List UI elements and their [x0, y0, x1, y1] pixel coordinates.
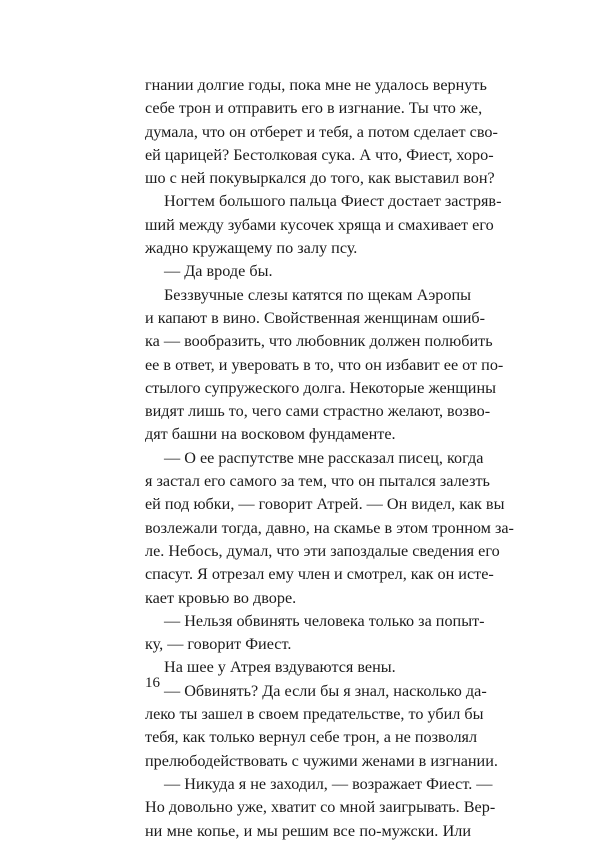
text-line: Беззвучные слезы катятся по щекам Аэропы: [164, 285, 471, 304]
text-line: ка — вообразить, что любовник должен полюбить: [145, 332, 493, 351]
text-line: шо с ней покувыркался до того, как выставил вон?: [145, 169, 495, 188]
text-line: — О ее распутстве мне рассказал писец, когда: [164, 448, 484, 467]
text-line: жадно кружащему по залу псу.: [145, 239, 358, 258]
text-line: тебя, как только вернул себе трон, а не позволял: [145, 728, 478, 747]
text-line: — Да вроде бы.: [164, 262, 273, 281]
text-line: видят лишь то, чего сами страстно желают, возво-: [145, 402, 491, 421]
page-number: 16: [145, 675, 160, 691]
text-line: стылого супружеского долга. Некоторые женщины: [145, 378, 496, 397]
text-line: — Обвинять? Да если бы я знал, насколько да-: [164, 681, 487, 700]
text-line: ее в ответ, и уверовать в то, что он избавит ее от по-: [145, 355, 504, 374]
text-line: — Никуда я не заходил, — возражает Фиест. —: [164, 774, 493, 793]
text-line: Ногтем большого пальца Фиест достает застряв-: [164, 192, 502, 211]
text-line: думала, что он отберет и тебя, а потом сделает сво-: [145, 122, 498, 141]
text-line: возлежали тогда, давно, на скамье в этом тронном за-: [145, 518, 514, 537]
text-line: ку, — говорит Фиест.: [145, 635, 292, 654]
text-line: спасут. Я отрезал ему член и смотрел, как он исте-: [145, 565, 494, 584]
text-line: дят башни на восковом фундаменте.: [145, 425, 396, 444]
text-line: я застал его самого за тем, что он пытался залезть: [145, 472, 490, 491]
text-line: Но довольно уже, хватит со мной заигрывать. Вер-: [145, 798, 496, 817]
text-line: ле. Небось, думал, что эти запоздалые сведения его: [145, 541, 500, 560]
text-line: ей под юбки, — говорит Атрей. — Он видел, как вы: [145, 495, 505, 514]
text-line: ни мне копье, и мы решим все по-мужски. Или: [145, 821, 471, 840]
text-line: леко ты зашел в своем предательстве, то убил бы: [145, 705, 484, 724]
text-line: — Нельзя обвинять человека только за попыт-: [164, 611, 485, 630]
text-line: ший между зубами кусочек хряща и смахивает его: [145, 215, 494, 234]
text-line: прелюбодействовать с чужими женами в изгнании.: [145, 751, 498, 770]
text-line: себе трон и отправить его в изгнание. Ты что же,: [145, 99, 483, 118]
body-text: [145, 74, 514, 843]
text-line: и капают в вино. Свойственная женщинам ошиб-: [145, 308, 486, 327]
text-line: ей царицей? Бестолковая сука. А что, Фиест, хоро-: [145, 145, 494, 164]
text-line: На шее у Атрея вздуваются вены.: [164, 658, 396, 677]
text-line: гнании долгие годы, пока мне не удалось вернуть: [145, 76, 487, 94]
text-line: кает кровью во дворе.: [145, 588, 297, 607]
